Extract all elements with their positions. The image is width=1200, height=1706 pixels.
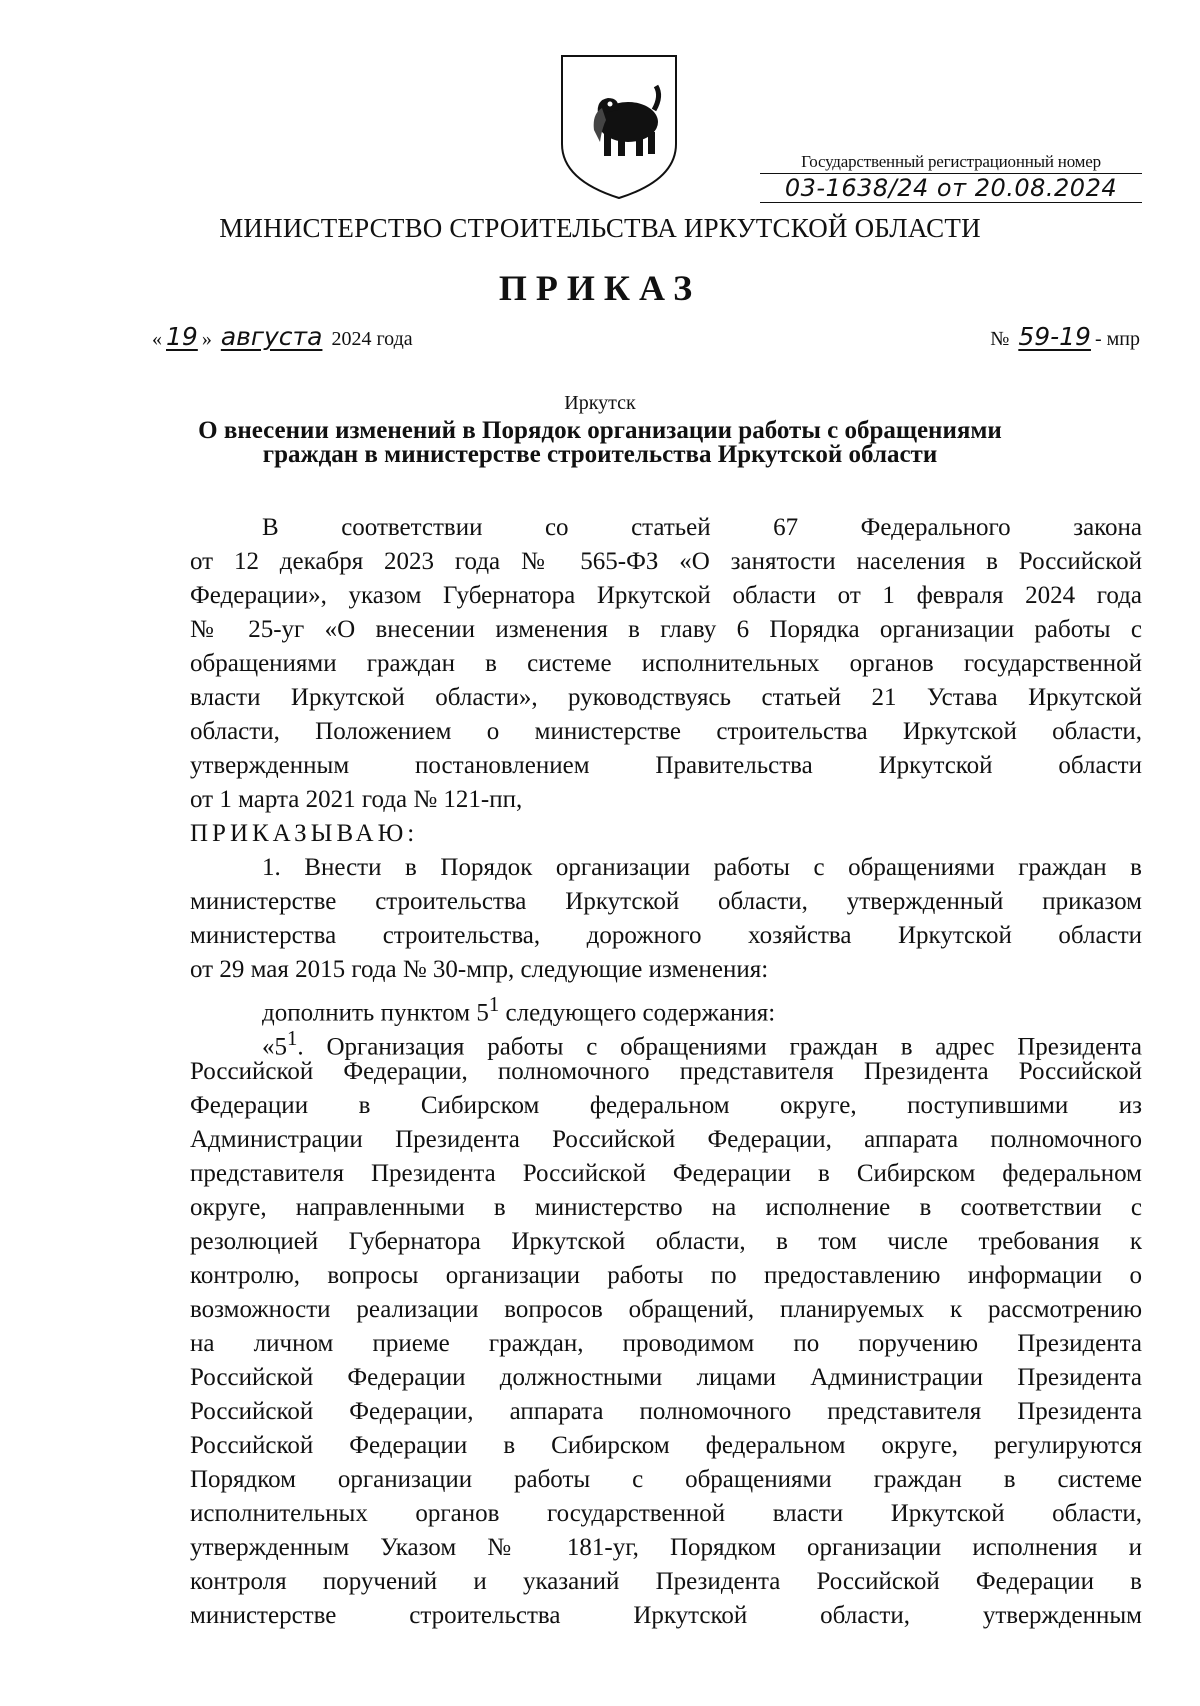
- order-number: [990, 322, 1140, 351]
- date-month: августа: [220, 322, 323, 351]
- body-line: Федерации», указом Губернатора Иркутской области от 1 февраля 2024 года: [190, 582, 1142, 609]
- order-date: « 19 » августа 2024 года: [152, 322, 413, 351]
- body-line: «$5^1$. Организация работы с обращениями граждан в адрес Президента: [262, 1026, 1142, 1061]
- body-line: Российской Федерации в Сибирском федеральном округе, регулируются: [190, 1432, 1142, 1459]
- body-line: обращениями граждан в системе исполнительных органов государственной: [190, 650, 1142, 677]
- body-line: министерстве строительства Иркутской области, утвержденный приказом: [190, 888, 1142, 915]
- document-title: [150, 419, 1050, 467]
- body-line: министерстве строительства Иркутской области, утвержденным: [190, 1602, 1142, 1629]
- body-line: округе, направленными в министерство на исполнение в соответствии с: [190, 1194, 1142, 1221]
- body-line: власти Иркутской области», руководствуясь статьей 21 Устава Иркутской: [190, 684, 1142, 711]
- registration-label: Государственный регистрационный номер: [760, 152, 1142, 174]
- body-line: от 12 декабря 2023 года № 565-ФЗ «О занятости населения в Российской: [190, 548, 1142, 575]
- registration-stamp: [760, 152, 1142, 203]
- body-line: утвержденным постановлением Правительства Иркутской области: [190, 752, 1142, 779]
- date-day: 19: [166, 322, 198, 351]
- body-line: утвержденным Указом № 181-уг, Порядком организации исполнения и: [190, 1534, 1142, 1561]
- title-line: граждан в министерстве строительства Иркутской области: [262, 441, 938, 468]
- body-line: Российской Федерации должностными лицами Администрации Президента: [190, 1364, 1142, 1391]
- body-line: № 25-уг «О внесении изменения в главу 6 Порядка организации работы с: [190, 616, 1142, 643]
- document-type: ПРИКАЗ: [498, 268, 702, 308]
- body-line: возможности реализации вопросов обращений, планируемых к рассмотрению: [190, 1296, 1142, 1323]
- number-suffix: - мпр: [1094, 328, 1140, 350]
- body-line: контролю, вопросы организации работы по предоставлению информации о: [190, 1262, 1142, 1289]
- body-line: от 1 марта 2021 года № 121-пп,: [190, 786, 523, 813]
- body-line: представителя Президента Российской Федерации в Сибирском федеральном: [190, 1160, 1142, 1187]
- order-word: ПРИКАЗЫВАЮ:: [190, 820, 419, 847]
- body-line: В соответствии со статьей 67 Федерального закона: [262, 514, 1143, 541]
- body-line: Администрации Президента Российской Федерации, аппарата полномочного: [190, 1126, 1142, 1153]
- body-line: на личном приеме граждан, проводимом по поручению Президента: [190, 1330, 1142, 1357]
- body-line: резолюцией Губернатора Иркутской области, в том числе требования к: [190, 1228, 1142, 1255]
- body-line: дополнить пунктом $5^1$ следующего содержания:: [262, 992, 776, 1027]
- body-line: 1. Внести в Порядок организации работы с обращениями граждан в: [262, 854, 1142, 881]
- body-line: Российской Федерации, аппарата полномочного представителя Президента: [190, 1398, 1142, 1425]
- body-line: исполнительных органов государственной власти Иркутской области,: [190, 1500, 1142, 1527]
- ministry-name: МИНИСТЕРСТВО СТРОИТЕЛЬСТВА ИРКУТСКОЙ ОБЛАСТИ: [219, 213, 981, 243]
- city-name: Иркутск: [564, 392, 636, 414]
- body-line: области, Положением о министерстве строительства Иркутской области,: [190, 718, 1142, 745]
- body-line: министерства строительства, дорожного хозяйства Иркутской области: [190, 922, 1142, 949]
- body-line: Порядком организации работы с обращениями граждан в системе: [190, 1466, 1142, 1493]
- title-line: О внесении изменений в Порядок организации работы с обращениями: [198, 417, 1002, 444]
- number-prefix: №: [990, 328, 1010, 350]
- registration-number: 03-1638/24 от 20.08.2024: [760, 174, 1142, 203]
- body-line: Федерации в Сибирском федеральном округе, поступившими из: [190, 1092, 1142, 1119]
- document-body: [190, 511, 1142, 1633]
- date-year: 2024 года: [331, 328, 413, 350]
- coat-of-arms-emblem: [558, 52, 680, 202]
- number-value: 59-19: [1018, 322, 1091, 351]
- body-line: от 29 мая 2015 года № 30-мпр, следующие изменения:: [190, 956, 769, 983]
- body-line: контроля поручений и указаний Президента Российской Федерации в: [190, 1568, 1142, 1595]
- body-line: Российской Федерации, полномочного представителя Президента Российской: [190, 1058, 1142, 1085]
